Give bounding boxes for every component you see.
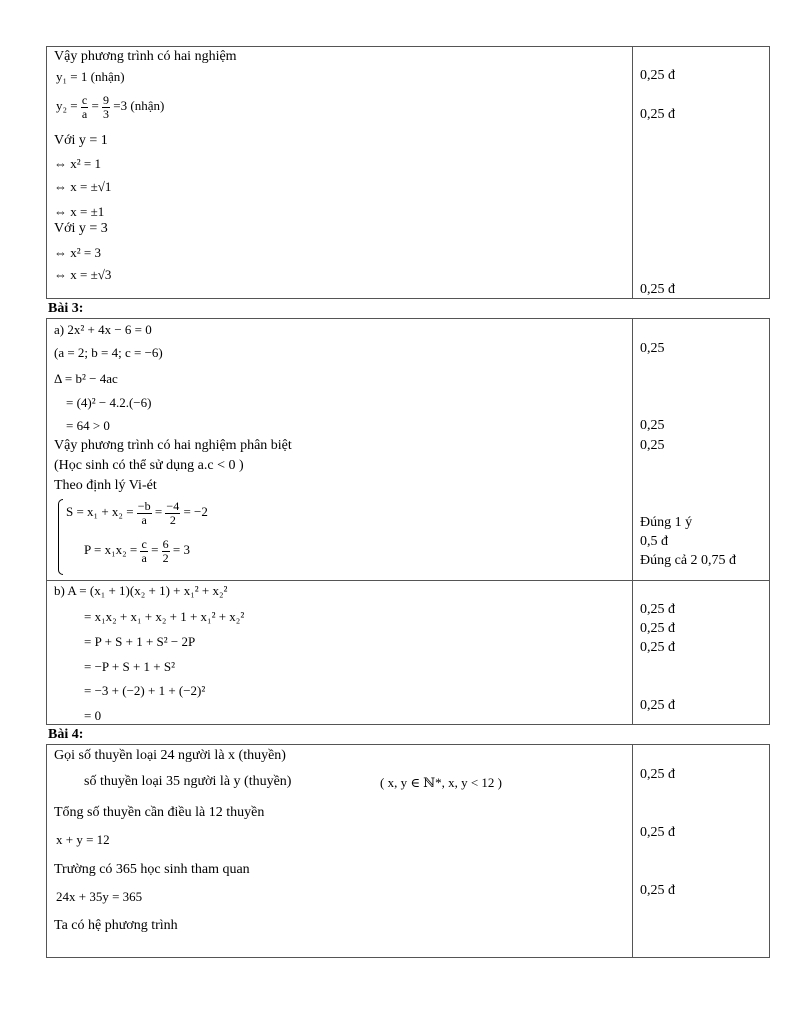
fraction-c-over-a bbox=[140, 538, 147, 564]
bai2-step-1: ⇔ x² = 1 bbox=[54, 156, 101, 171]
column-divider bbox=[632, 745, 633, 957]
bai4-line-7: Ta có hệ phương trình bbox=[54, 918, 178, 933]
bai3-b-line-4: = −P + S + 1 + S² bbox=[84, 659, 176, 674]
bai3-product-formula bbox=[84, 538, 190, 564]
bai3-b-line-5: = −3 + (−2) + 1 + (−2)² bbox=[84, 683, 206, 698]
fraction-c-over-a bbox=[81, 94, 88, 120]
bai2-score-3: 0,25 đ bbox=[640, 282, 675, 297]
bai4-line-5: Trường có 365 học sinh tham quan bbox=[54, 862, 250, 877]
product-prefix: P = x₁x₂ = bbox=[84, 542, 138, 558]
bai4-score-3: 0,25 đ bbox=[640, 883, 675, 898]
equals: = bbox=[91, 98, 99, 114]
row-divider bbox=[47, 580, 769, 581]
numerator: c bbox=[81, 93, 88, 107]
bai2-intro: Vậy phương trình có hai nghiệm bbox=[54, 49, 237, 64]
bai4-condition: ( x, y ∈ ℕ*, x, y < 12 ) bbox=[380, 775, 502, 790]
bai2-step-2: ⇔ x = ±√1 bbox=[54, 179, 112, 194]
fraction-neg4-over-2 bbox=[165, 500, 180, 526]
bai3-b-line-3: = P + S + 1 + S² − 2P bbox=[84, 634, 196, 649]
sum-prefix: S = x₁ + x₂ = bbox=[66, 504, 134, 520]
bai3-conclusion: Vậy phương trình có hai nghiệm phân biệt bbox=[54, 438, 292, 453]
bai3-delta-formula: Δ = b² − 4ac bbox=[54, 371, 118, 386]
bai3-coefficients: (a = 2; b = 4; c = −6) bbox=[54, 345, 163, 360]
y2-suffix: =3 (nhận) bbox=[113, 98, 165, 114]
bai4-header: Bài 4: bbox=[48, 727, 84, 742]
bai3-score-a1: 0,25 bbox=[640, 341, 665, 356]
bai4-equation-2: 24x + 35y = 365 bbox=[56, 889, 143, 904]
bai3-b-line-6: = 0 bbox=[84, 708, 102, 723]
bai4-score-1: 0,25 đ bbox=[640, 767, 675, 782]
bai2-voi-y3: Với y = 3 bbox=[54, 221, 108, 236]
bai2-step-3: ⇔ x = ±1 bbox=[54, 204, 105, 219]
bai3-delta-result: = 64 > 0 bbox=[66, 418, 110, 433]
bai3-score-a4: Đúng 1 ý bbox=[640, 515, 693, 530]
bai3-a-equation: a) 2x² + 4x − 6 = 0 bbox=[54, 322, 152, 337]
denominator: a bbox=[141, 512, 147, 527]
system-brace bbox=[58, 499, 63, 575]
equals: = bbox=[154, 504, 163, 520]
bai3-score-a2: 0,25 bbox=[640, 418, 665, 433]
numerator: 9 bbox=[103, 93, 110, 107]
bai4-score-2: 0,25 đ bbox=[640, 825, 675, 840]
bai2-score-2: 0,25 đ bbox=[640, 107, 675, 122]
column-divider bbox=[632, 47, 633, 298]
bai2-step-4: ⇔ x² = 3 bbox=[54, 245, 101, 260]
fraction-neg-b-over-a bbox=[137, 500, 152, 526]
numerator: −b bbox=[137, 499, 151, 513]
product-result: = 3 bbox=[172, 542, 190, 558]
bai3-header: Bài 3: bbox=[48, 301, 84, 316]
fraction-9-over-3 bbox=[102, 94, 110, 120]
numerator: 6 bbox=[162, 537, 169, 551]
bai3-score-a6: Đúng cả 2 0,75 đ bbox=[640, 553, 737, 568]
bai3-b-line-2: = x₁x₂ + x₁ + x₂ + 1 + x₁² + x₂² bbox=[84, 609, 245, 624]
bai3-score-b1: 0,25 đ bbox=[640, 602, 675, 617]
bai2-y2 bbox=[56, 94, 164, 120]
denominator: 2 bbox=[169, 512, 176, 527]
equals: = bbox=[151, 542, 159, 558]
bai3-b-line-1: b) A = (x₁ + 1)(x₂ + 1) + x₁² + x₂² bbox=[54, 583, 228, 598]
numerator: −4 bbox=[166, 499, 180, 513]
bai2-solution-table bbox=[46, 46, 770, 299]
denominator: 2 bbox=[162, 550, 169, 565]
bai4-equation-1: x + y = 12 bbox=[56, 832, 110, 847]
bai2-step-5: ⇔ x = ±√3 bbox=[54, 267, 112, 282]
column-divider bbox=[632, 319, 633, 724]
bai4-line-2: số thuyền loại 35 người là y (thuyền) bbox=[84, 774, 292, 789]
bai3-score-b4: 0,25 đ bbox=[640, 698, 675, 713]
denominator: 3 bbox=[103, 106, 110, 121]
bai3-note: (Học sinh có thể sử dụng a.c < 0 ) bbox=[54, 458, 244, 473]
bai3-score-a5: 0,5 đ bbox=[640, 534, 668, 549]
bai2-voi-y1: Với y = 1 bbox=[54, 133, 108, 148]
sum-result: = −2 bbox=[183, 504, 208, 520]
bai3-sum-formula bbox=[66, 500, 208, 526]
bai2-y1: y₁ = 1 (nhận) bbox=[56, 69, 125, 84]
bai3-delta-calc: = (4)² − 4.2.(−6) bbox=[66, 395, 152, 410]
denominator: a bbox=[81, 106, 88, 121]
y2-prefix: y₂ = bbox=[56, 98, 78, 114]
bai3-score-b2: 0,25 đ bbox=[640, 621, 675, 636]
numerator: c bbox=[141, 537, 147, 551]
bai4-line-1: Gọi số thuyền loại 24 người là x (thuyền) bbox=[54, 748, 286, 763]
denominator: a bbox=[141, 550, 147, 565]
fraction-6-over-2 bbox=[162, 538, 170, 564]
bai2-score-1: 0,25 đ bbox=[640, 68, 675, 83]
bai3-vieta-title: Theo định lý Vi-ét bbox=[54, 478, 157, 493]
bai3-score-b3: 0,25 đ bbox=[640, 640, 675, 655]
bai3-score-a3: 0,25 bbox=[640, 438, 665, 453]
bai4-line-3: Tổng số thuyền cần điều là 12 thuyền bbox=[54, 805, 265, 820]
